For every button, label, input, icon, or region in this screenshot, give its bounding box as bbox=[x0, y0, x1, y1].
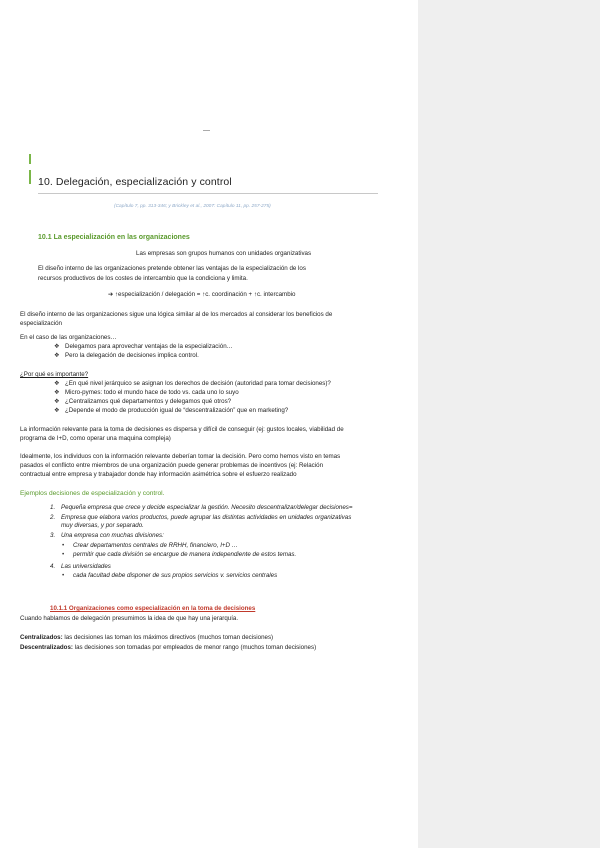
paragraph-line: especialización bbox=[20, 320, 62, 327]
change-bar bbox=[29, 154, 31, 164]
question-heading: ¿Por qué es importante? bbox=[20, 371, 89, 378]
numbered-item: 3. Una empresa con muchas divisiones: bbox=[50, 532, 164, 539]
paragraph-line: Idealmente, los individuos con la información relevante deberían tomar la decisión. Pero como hemos visto en temas bbox=[20, 453, 341, 460]
paragraph-line: El diseño interno de las organizaciones sigue una lógica similar al de los mercados al considerar los beneficios de bbox=[20, 311, 333, 318]
header-marker bbox=[203, 130, 210, 131]
paragraph-line: El diseño interno de las organizaciones pretende obtener las ventajas de la especialización de los bbox=[38, 265, 306, 272]
list-item: ❖ Micro-pymes: todo el mundo hace de todo vs. cada uno lo suyo bbox=[54, 389, 239, 396]
numbered-item: 1. Pequeña empresa que crece y decide especializar la gestión. Necesito descentralizar/delegar decisiones= bbox=[50, 504, 353, 511]
list-item: ❖ ¿En qué nivel jerárquico se asignan los derechos de decisión (autoridad para tomar decisiones)? bbox=[54, 380, 331, 387]
centered-paragraph: Las empresas son grupos humanos con unidades organizativas bbox=[136, 250, 312, 257]
dot-bullet-icon: • bbox=[62, 542, 65, 549]
definition-line: Centralizados: las decisiones las toman los máximos directivos (muchos toman decisiones) bbox=[20, 634, 274, 641]
section-heading: 10. Delegación, especialización y control bbox=[38, 176, 378, 194]
sub-list-item: • permitir que cada división se encargue de manera independiente de estos temas. bbox=[62, 551, 297, 558]
paragraph-line: Cuando hablamos de delegación presumimos la idea de que hay una jerarquía. bbox=[20, 615, 239, 622]
paragraph-line: La información relevante para la toma de decisiones es dispersa y difícil de conseguir (ej: gustos locales, viabilidad de bbox=[20, 426, 344, 433]
paragraph-line: contractual entre empresa y trabajador donde hay información asimétrica sobre el esfuerzo realizado bbox=[20, 471, 297, 478]
definition-line: Descentralizados: las decisiones son tomadas por empleados de menor rango (muchos toman decisiones) bbox=[20, 644, 317, 651]
paragraph-line: pasados el conflicto entre miembros de una organización puede generar problemas de incentivos (ej: Relación bbox=[20, 462, 324, 469]
list-item: ❖ ¿Depende el modo de producción igual de “descentralización” que en marketing? bbox=[54, 407, 289, 414]
diamond-bullet-icon: ❖ bbox=[54, 352, 60, 359]
paragraph-line: programa de I+D, como operar una maquina compleja) bbox=[20, 435, 171, 442]
paragraph-line: recursos productivos de los costes de intercambio que la condiciona y limita. bbox=[38, 275, 248, 282]
list-item: ❖ ¿Centralizamos qué departamentos y delegamos qué otros? bbox=[54, 398, 232, 405]
subsection-heading: 10.1 La especialización en las organizaciones bbox=[38, 234, 190, 241]
list-item: ❖ Pero la delegación de decisiones implica control. bbox=[54, 352, 199, 359]
numbered-item: 2. Empresa que elabora varios productos, puede agrupar las distintas actividades en unidades organizativas bbox=[50, 514, 352, 521]
diamond-bullet-icon: ❖ bbox=[54, 389, 60, 396]
subsubsection-heading: 10.1.1 Organizaciones como especialización en la toma de decisiones bbox=[50, 605, 256, 612]
citation: (Capítulo 7, pp. 313-346; y Brickley et al., 2007: Capítulo 11, pp. 257-275) bbox=[114, 204, 271, 209]
examples-heading: Ejemplos decisiones de especialización y control. bbox=[20, 490, 165, 497]
comment-margin-pane bbox=[418, 0, 600, 848]
dot-bullet-icon: • bbox=[62, 572, 65, 579]
sub-list-item: • cada facultad debe disponer de sus propios servicios v. servicios centrales bbox=[62, 572, 278, 579]
list-item: ❖ Delegamos para aprovechar ventajas de la especialización… bbox=[54, 343, 233, 350]
diamond-bullet-icon: ❖ bbox=[54, 343, 60, 350]
diamond-bullet-icon: ❖ bbox=[54, 407, 60, 414]
diamond-bullet-icon: ❖ bbox=[54, 380, 60, 387]
numbered-item-continued: muy diversas, y por separado. bbox=[61, 522, 144, 529]
numbered-item: 4. Las universidades bbox=[50, 563, 111, 570]
dot-bullet-icon: • bbox=[62, 551, 65, 558]
diamond-bullet-icon: ❖ bbox=[54, 398, 60, 405]
change-bar bbox=[29, 170, 31, 184]
paragraph-line: En el caso de las organizaciones… bbox=[20, 334, 117, 341]
sub-list-item: • Crear departamentos centrales de RRHH, financiero, I+D … bbox=[62, 542, 238, 549]
formula-line: ➔ ↑especialización / delegación = ↑c. coordinación + ↑c. intercambio bbox=[108, 291, 296, 298]
